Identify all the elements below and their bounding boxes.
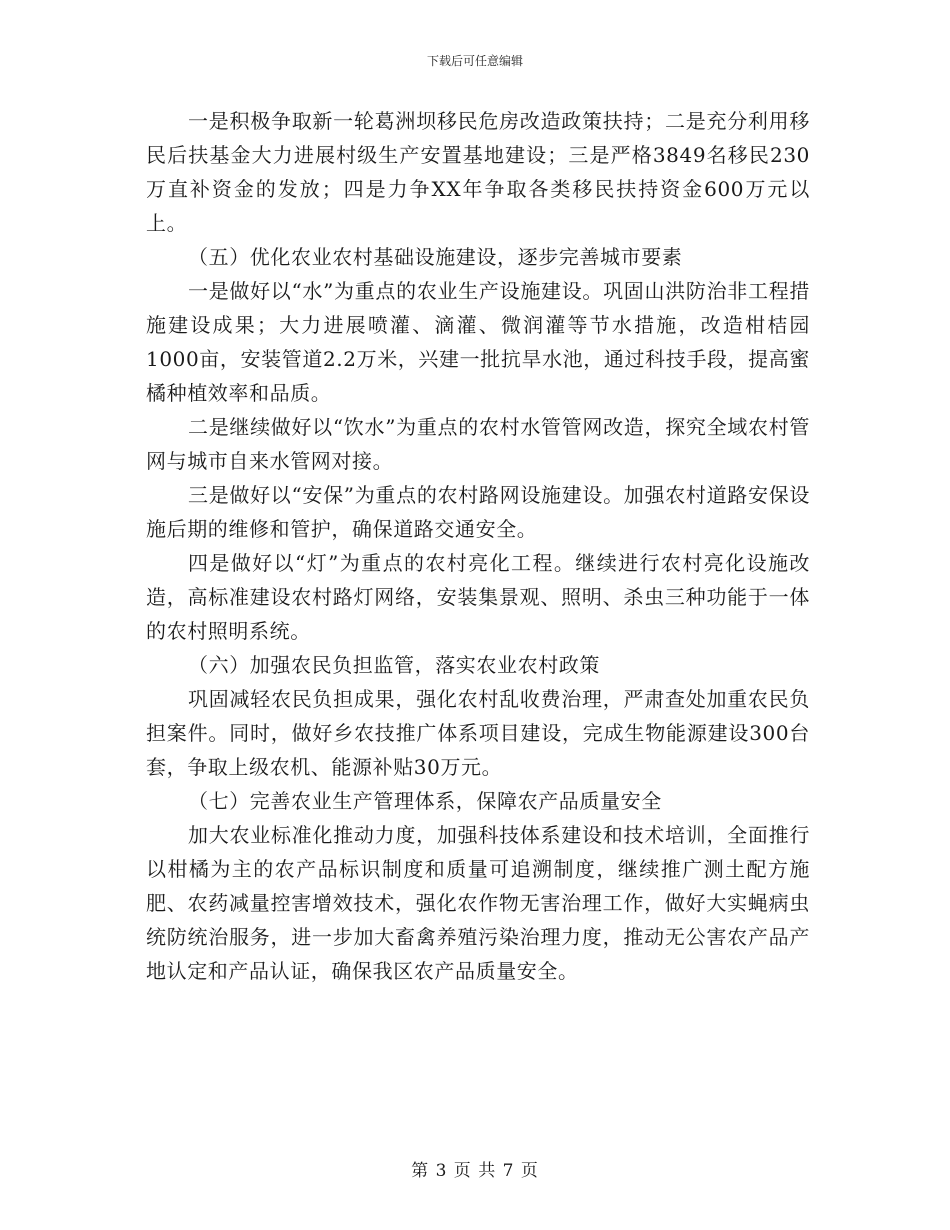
paragraph-7: 加大农业标准化推动力度，加强科技体系建设和技术培训，全面推行以柑橘为主的农产品标识制度和质量可追溯制度，继续推广测土配方施肥、农药减量控害增效技术，强化农作物无害治理工作，做好大实蝇病虫统防统治服务，进一步加大畜禽养殖污染治理力度，推动无公害农产品产地认定和产品认证，确保我区农产品质量安全。 <box>146 823 810 983</box>
paragraph-4: 三是做好以“安保”为重点的农村路网设施建设。加强农村道路安保设施后期的维修和管护，确保道路交通安全。 <box>146 483 810 541</box>
section-heading-5: （五）优化农业农村基础设施建设，逐步完善城市要素 <box>188 245 683 269</box>
paragraph-3: 二是继续做好以“饮水”为重点的农村水管管网改造，探究全域农村管网与城市自来水管网对接。 <box>146 415 810 473</box>
paragraph-1: 一是积极争取新一轮葛洲坝移民危房改造政策扶持；二是充分利用移民后扶基金大力进展村级生产安置基地建设；三是严格3849名移民230万直补资金的发放；四是力争XX年争取各类移民扶持资金600万元以上。 <box>146 109 810 235</box>
page-header: 下载后可任意编辑 <box>426 54 523 68</box>
paragraph-2: 一是做好以“水”为重点的农业生产设施建设。巩固山洪防治非工程措施建设成果；大力进展喷灌、滴灌、微润灌等节水措施，改造柑桔园1000亩，安装管道2.2万米，兴建一批抗旱水池，通过科技手段，提高蜜橘种植效率和品质。 <box>146 279 810 405</box>
paragraph-6: 巩固减轻农民负担成果，强化农村乱收费治理，严肃查处加重农民负担案件。同时，做好乡农技推广体系项目建设，完成生物能源建设300台套，争取上级农机、能源补贴30万元。 <box>146 687 810 779</box>
section-heading-6: （六）加强农民负担监管，落实农业农村政策 <box>188 653 600 677</box>
page-number-footer: 第 3 页 共 7 页 <box>411 1161 539 1181</box>
paragraph-5: 四是做好以“灯”为重点的农村亮化工程。继续进行农村亮化设施改造，高标准建设农村路灯网络，安装集景观、照明、杀虫三种功能于一体的农村照明系统。 <box>146 551 810 643</box>
document-body <box>146 104 810 988</box>
section-heading-7: （七）完善农业生产管理体系，保障农产品质量安全 <box>188 789 662 813</box>
